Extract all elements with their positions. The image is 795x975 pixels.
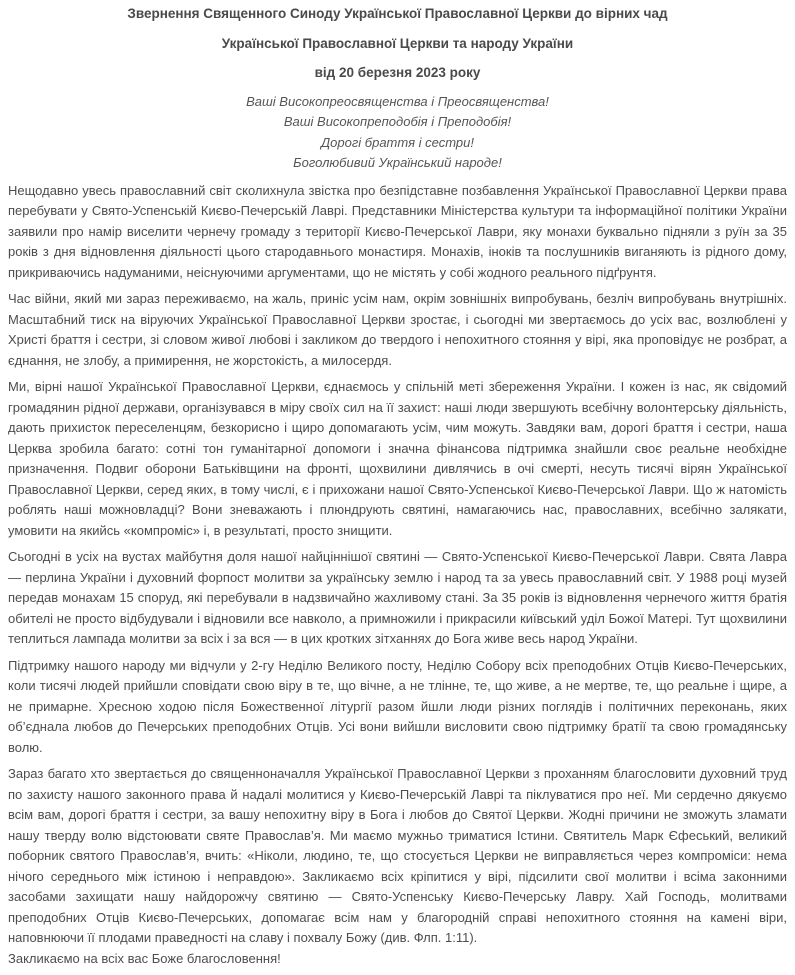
paragraph-3: Ми, вірні нашої Української Православної Церкви, єднаємось у спільній меті збереження України. І кожен із нас, як свідомий громадянин рідної держави, організувався в міру своїх сил на її захист: наші люди звершують всебічну волонтерську діяльність, дають прихисток переселенцям, безкорисно і щиро допомагають усім, чим можуть. Завдяки вам, дорогі браття і сестри, наша Церква зробила багато: сотні тон гуманітарної допомоги і значна фінансова підтримка знайшли своє реальне необхідне призначення. Подвиг оборони Батьківщини на фронті, щохвилини дивлячись в очі смерті, несуть тисячі вірян Української Православної Церкви, серед яких, в тому числі, є і прихожани нашої Свято-Успенської Києво-Печерської Лаври. Що ж натомість роблять наші можновладці? Вони зневажають і плюндрують святині, намагаючись нас, православних, всебічно залякати, умовити на якийсь «компроміс» і, в результаті, просто знищити. (8, 379, 787, 538)
paragraph-2: Час війни, який ми зараз переживаємо, на жаль, приніс усім нам, окрім зовнішніх випробувань, безліч випробувань внутрішніх. Масштабний тиск на віруючих Української Православної Церкви зростає, і сьогодні ми звертаємось до усіх вас, возлюблені у Христі браття і сестри, зі словом живої любові і закликом до твердого і непохитного стояння у вірі, яка проповідує не розбрат, а єднання, не злобу, а примирення, не жорстокість, а милосердя. (8, 291, 787, 368)
greetings-block (8, 92, 787, 174)
paragraph-6: Зараз багато хто звертається до священноначалля Української Православної Церкви з проханням благословити духовний труд по захисту нашого законного права й надалі молитися у Києво-Печерській Лаврі та піклуватися про неї. Ми сердечно дякуємо всім вам, дорогі браття і сестри, за вашу непохитну віру в Бога і любов до Святої Церкви. Жодні причини не зможуть зламати нашу тверду волю відстоювати святе Православ’я. Ми маємо мужньо триматися Істини. Святитель Марк Єфеський, великий поборник святого Православ’я, вчить: «Ніколи, людино, те, що стосується Церкви не виправляється через компроміси: нема нічого середнього між істиною і неправдою». Закликаємо всіх кріпитися у вірі, підсилити свої молитви і всіма законними засобами захищати нашу найдорожчу святиню — Свято-Успенську Києво-Печерську Лавру. Хай Господь, молитвами преподобних Отців Києво-Печерських, допомагає всім нам у благородній справі непохитного стояння на камені віри, наповнюючи її плодами праведності на славу і похвалу Божу (див. Флп. 1:11). (8, 766, 787, 945)
document-title-line-2: Української Православної Церкви та народу України (221, 35, 574, 51)
greeting-line-brethren: Дорогі браття і сестри! (321, 134, 474, 150)
greeting-line-people: Боголюбивий Український народе! (293, 155, 502, 170)
closing-blessing-line: Закликаємо на всіх вас Боже благословення! (8, 950, 281, 966)
greeting-line-clergy: Ваші Високопреподобія і Преподобія! (283, 114, 512, 129)
document-title-line-1: Звернення Священного Синоду Української Православної Церкви до вірних чад (127, 6, 668, 21)
greeting-line-hierarchs: Ваші Високопреосвященства і Преосвященства! (246, 93, 549, 109)
document-title (8, 3, 787, 84)
paragraph-4: Сьогодні в усіх на вустах майбутня доля нашої найціннішої святині — Свято-Успенської Києво-Печерської Лаври. Свята Лавра — перлина України і духовний форпост молитви за українську землю і народ та за увесь православний світ. У 1988 році музей передав монахам 15 споруд, які перебували в надзвичайно жахливому стані. За 35 років із відновлення чернечого життя братія обителі не просто відбудували і відновили все навколо, а примножили і прикрасили київський уділ Божої Матері. Тут щохвилини теплиться лампада молитви за всіх і за вся — в цих кротких зітханнях до Бога живе весь народ України. (8, 549, 787, 646)
document-body (8, 181, 787, 970)
paragraph-1: Нещодавно увесь православний світ сколихнула звістка про безпідставне позбавлення Української Православної Церкви права перебувати у Свято-Успенській Києво-Печерській Лаврі. Представники Міністерства культури та інформаційної політики України заявили про намір виселити чернечу громаду з території Києво-Печерської Лаври, яку монахи буквально підняли з руїн за 35 років з дня відновлення діяльності цього стародавнього монастиря. Монахів, іноків та послушників виганяють із рідного дому, прикриваючись надуманими, неіснуючими аргументами, що не містять у собі жодного реального підґрунтя. (8, 182, 787, 280)
document-title-line-3: від 20 березня 2023 року (314, 65, 481, 80)
paragraph-5: Підтримку нашого народу ми відчули у 2-гу Неділю Великого посту, Неділю Собору всіх преподобних Отців Києво-Печерських, коли тисячі людей прийшли сповідати свою віру в те, що вічне, а не тлінне, те, що живе, а не мертве, те, що реальне і щире, а не примарне. Хресною ходою після Божественної літургії разом йшли люди різних поглядів і політичних переконань, яких об’єднала любов до Печерських преподобних Отців. Усі вони вийшли висловити свою підтримку братії та свою громадянську волю. (8, 657, 787, 755)
